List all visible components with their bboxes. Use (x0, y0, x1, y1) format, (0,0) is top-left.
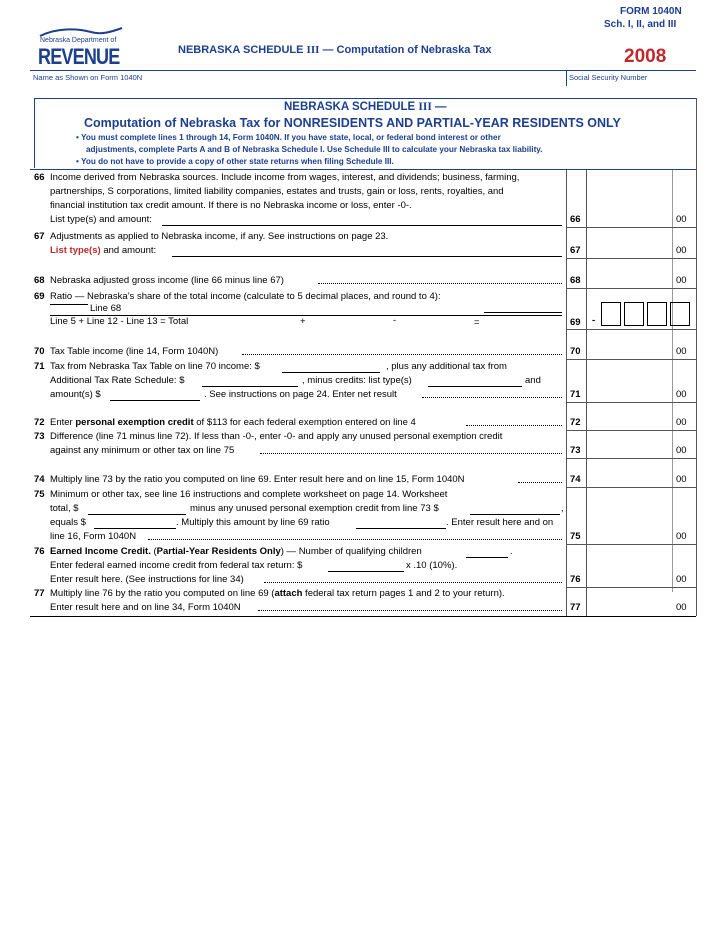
line-69-decimal-point: - (592, 315, 596, 326)
line-71-text-2b: , minus credits: list type(s) (302, 375, 412, 386)
line-75-box-label: 75 (570, 531, 581, 542)
line-72-box-label: 72 (570, 417, 581, 428)
line-76-text-3: Enter result here. (See instructions for line 34) (50, 574, 244, 585)
section-bottom-divider (30, 169, 696, 170)
line-66-text-4: List type(s) and amount: (50, 214, 152, 225)
line-69-plus: + (300, 316, 306, 327)
line-67-text-2: List type(s) and amount: (50, 245, 157, 256)
line-76-children-field[interactable] (466, 557, 508, 558)
line-71-text-3a: amount(s) $ (50, 389, 101, 400)
line-71-text-2a: Additional Tax Rate Schedule: $ (50, 375, 185, 386)
line-71-leader (422, 397, 562, 398)
line-67-cents: 00 (676, 245, 687, 256)
line-72-leader (466, 425, 562, 426)
line-66-amount-input[interactable] (587, 210, 672, 226)
line-77-leader (258, 610, 562, 611)
line-71-divider (566, 402, 696, 403)
bullet-1-line-1: • You must complete lines 1 through 14, Form 1040N. If you have state, local, or federal bond interest or other (76, 133, 501, 142)
line-69-equals: = (474, 317, 480, 328)
line-70-number: 70 (34, 346, 45, 357)
name-label: Name as Shown on Form 1040N (33, 73, 143, 82)
line-71-cents: 00 (676, 389, 687, 400)
line-66-number: 66 (34, 172, 45, 183)
line-70-leader (242, 354, 562, 355)
line-72-divider (566, 430, 696, 431)
line-68-leader (318, 283, 562, 284)
line-66-text-3: financial institution tax credit amount. If there is no Nebraska income or loss, enter -0-. (50, 200, 412, 211)
line-74-amount-input[interactable] (587, 470, 672, 486)
line-71-text-1a: Tax from Nebraska Tax Table on line 70 income: $ (50, 361, 260, 372)
line-66-divider (566, 227, 696, 228)
line-72-text: Enter personal exemption credit of $113 for each federal exemption entered on line 4 (50, 417, 416, 428)
logo (36, 26, 126, 69)
header-divider (30, 70, 696, 71)
bullet-2: • You do not have to provide a copy of other state returns when filing Schedule III. (76, 157, 394, 166)
line-71-additional-tax-field[interactable] (202, 386, 298, 387)
line-75-divider (566, 544, 696, 545)
ratio-digit-2-input[interactable] (624, 302, 644, 326)
line-74-box-label: 74 (570, 474, 581, 485)
form-bottom-line (30, 616, 696, 617)
ssn-label: Social Security Number (569, 73, 648, 82)
section-subtitle: Computation of Nebraska Tax for NONRESIDENTS AND PARTIAL-YEAR RESIDENTS ONLY (84, 116, 621, 130)
line-75-leader (148, 539, 562, 540)
line-68-divider (566, 288, 696, 289)
line-75-text-3c: . Enter result here and on (446, 517, 554, 528)
ratio-digit-1-input[interactable] (601, 302, 621, 326)
line-67-amount-input[interactable] (587, 241, 672, 257)
line-69-fraction-bar (50, 315, 562, 316)
line-74-number: 74 (34, 474, 45, 485)
line-76-leader (264, 582, 562, 583)
line-75-text-2c: , (561, 503, 564, 514)
line-68-box-label: 68 (570, 275, 581, 286)
line-76-text-2a: Enter federal earned income credit from federal tax return: $ (50, 560, 303, 571)
line-75-text-4: line 16, Form 1040N (50, 531, 137, 542)
line-71-text-1b: , plus any additional tax from (386, 361, 507, 372)
ratio-digit-4-input[interactable] (670, 302, 690, 326)
amount-column-left-line (566, 170, 567, 592)
line-71-number: 71 (34, 361, 45, 372)
line-73-box-label: 73 (570, 445, 581, 456)
line-76-text-2b: x .10 (10%). (406, 560, 458, 571)
ratio-digit-3-input[interactable] (647, 302, 667, 326)
line-71-table-tax-field[interactable] (282, 372, 380, 373)
line-71-text-3b: . See instructions on page 24. Enter net result (204, 389, 397, 400)
form-schedules: Sch. I, II, and III (604, 19, 677, 30)
line-71-credit-type-field[interactable] (428, 386, 522, 387)
line-77-cents: 00 (676, 602, 687, 613)
form-title: NEBRASKA SCHEDULE III — Computation of Nebraska Tax (178, 44, 492, 56)
line-74-cents: 00 (676, 474, 687, 485)
line-67-box-label: 67 (570, 245, 581, 256)
line-69-box-label: 69 (570, 317, 581, 328)
line-77-text-2: Enter result here and on line 34, Form 1040N (50, 602, 241, 613)
line-66-type-field[interactable] (162, 225, 562, 226)
line-76-number: 76 (34, 546, 45, 557)
line-69-numerator-label: Line 68 (90, 303, 122, 314)
cents-column-line (672, 170, 673, 592)
line-68-amount-input[interactable] (587, 271, 672, 287)
line-75-text-3b: . Multiply this amount by line 69 ratio (176, 517, 330, 528)
bullet-1-line-2: adjustments, complete Parts A and B of Nebraska Schedule I. Use Schedule III to calculate your Nebraska tax liability. (86, 145, 543, 154)
line-77-text-1: Multiply line 76 by the ratio you computed on line 69 (attach federal tax return pages 1 and 2 to your return). (50, 588, 505, 599)
line-76-text-1: Earned Income Credit. (Partial-Year Residents Only) — Number of qualifying children (50, 546, 422, 557)
line-66-cents: 00 (676, 214, 687, 225)
line-75-unused-credit-field[interactable] (470, 514, 560, 515)
logo-big-text: REVENUE (38, 44, 120, 69)
line-77-column-left (566, 592, 567, 616)
line-77-box-label: 77 (570, 602, 581, 613)
logo-small-text: Nebraska Department of (40, 37, 117, 44)
line-70-amount-input[interactable] (587, 342, 672, 358)
line-70-box-label: 70 (570, 346, 581, 357)
line-69-text-1: Ratio — Nebraska’s share of the total income (calculate to 5 decimal places, and round to 4): (50, 291, 441, 302)
line-73-divider (566, 458, 696, 459)
line-69-minus: - (393, 315, 397, 326)
line-67-divider (566, 258, 696, 259)
line-73-leader (260, 453, 562, 454)
line-69-number: 69 (34, 291, 45, 302)
line-77-column-inner (586, 592, 587, 616)
line-74-leader (518, 482, 562, 483)
line-76-federal-eic-field[interactable] (328, 571, 404, 572)
line-75-text-2b: minus any unused personal exemption credit from line 73 $ (190, 503, 439, 514)
line-75-equals-field[interactable] (94, 528, 176, 529)
line-76-cents: 00 (676, 574, 687, 585)
line-71-credit-amount-field[interactable] (110, 400, 200, 401)
line-67-number: 67 (34, 231, 45, 242)
amount-column-right-line (696, 98, 697, 592)
line-66-box-label: 66 (570, 214, 581, 225)
line-73-text-1: Difference (line 71 minus line 72). If less than -0-, enter -0- and apply any unused personal exemption credit (50, 431, 503, 442)
line-73-number: 73 (34, 431, 45, 442)
ssn-input[interactable] (567, 82, 697, 96)
line-67-type-field[interactable] (172, 256, 562, 257)
section-title: NEBRASKA SCHEDULE III — (284, 101, 447, 113)
line-69-text-3: Line 5 + Line 12 - Line 13 = Total (50, 316, 189, 327)
line-70-cents: 00 (676, 346, 687, 357)
line-67-text-1: Adjustments as applied to Nebraska income, if any. See instructions on page 23. (50, 231, 389, 242)
line-71-amount-input[interactable] (587, 385, 672, 401)
line-73-text-2: against any minimum or other tax on line 75 (50, 445, 235, 456)
line-72-amount-input[interactable] (587, 413, 672, 429)
line-68-text: Nebraska adjusted gross income (line 66 minus line 67) (50, 275, 284, 286)
line-75-amount-input[interactable] (587, 527, 672, 543)
line-69-divider (566, 329, 696, 330)
form-id: FORM 1040N (620, 6, 682, 17)
line-71-box-label: 71 (570, 389, 581, 400)
line-72-number: 72 (34, 417, 45, 428)
line-75-ratio-result-field[interactable] (356, 528, 446, 529)
line-73-amount-input[interactable] (587, 441, 672, 457)
line-75-worksheet-total-field[interactable] (88, 514, 186, 515)
line-68-cents: 00 (676, 275, 687, 286)
line-75-text-2a: total, $ (50, 503, 79, 514)
line-76-box-label: 76 (570, 574, 581, 585)
line-66-text-1: Income derived from Nebraska sources. Include income from wages, interest, and dividends; business, farming, (50, 172, 520, 183)
line-75-number: 75 (34, 489, 45, 500)
line-72-cents: 00 (676, 417, 687, 428)
line-77-number: 77 (34, 588, 45, 599)
line-75-text-3a: equals $ (50, 517, 86, 528)
line-77-column-right (696, 592, 697, 616)
line-66-text-2: partnerships, S corporations, limited liability companies, estates and trusts, gain or loss, rents, royalties, and (50, 186, 504, 197)
line-70-text: Tax Table income (line 14, Form 1040N) (50, 346, 219, 357)
line-71-text-2c: and (525, 375, 541, 386)
line-76-divider (566, 587, 696, 588)
form-year: 2008 (624, 46, 667, 67)
line-69-numerator-field[interactable] (50, 304, 88, 305)
line-69-result-field[interactable] (484, 312, 562, 313)
line-74-text: Multiply line 73 by the ratio you computed on line 69. Enter result here and on line 15, Form 1040N (50, 474, 465, 485)
line-75-text-1: Minimum or other tax, see line 16 instructions and complete worksheet on page 14. Worksheet (50, 489, 448, 500)
line-68-number: 68 (34, 275, 45, 286)
name-input[interactable] (30, 82, 566, 96)
line-70-divider (566, 359, 696, 360)
line-76-text-1e: . (510, 546, 513, 557)
line-73-cents: 00 (676, 445, 687, 456)
line-76-amount-input[interactable] (587, 570, 672, 586)
line-77-amount-input[interactable] (587, 598, 672, 614)
line-75-cents: 00 (676, 531, 687, 542)
line-74-divider (566, 487, 696, 488)
